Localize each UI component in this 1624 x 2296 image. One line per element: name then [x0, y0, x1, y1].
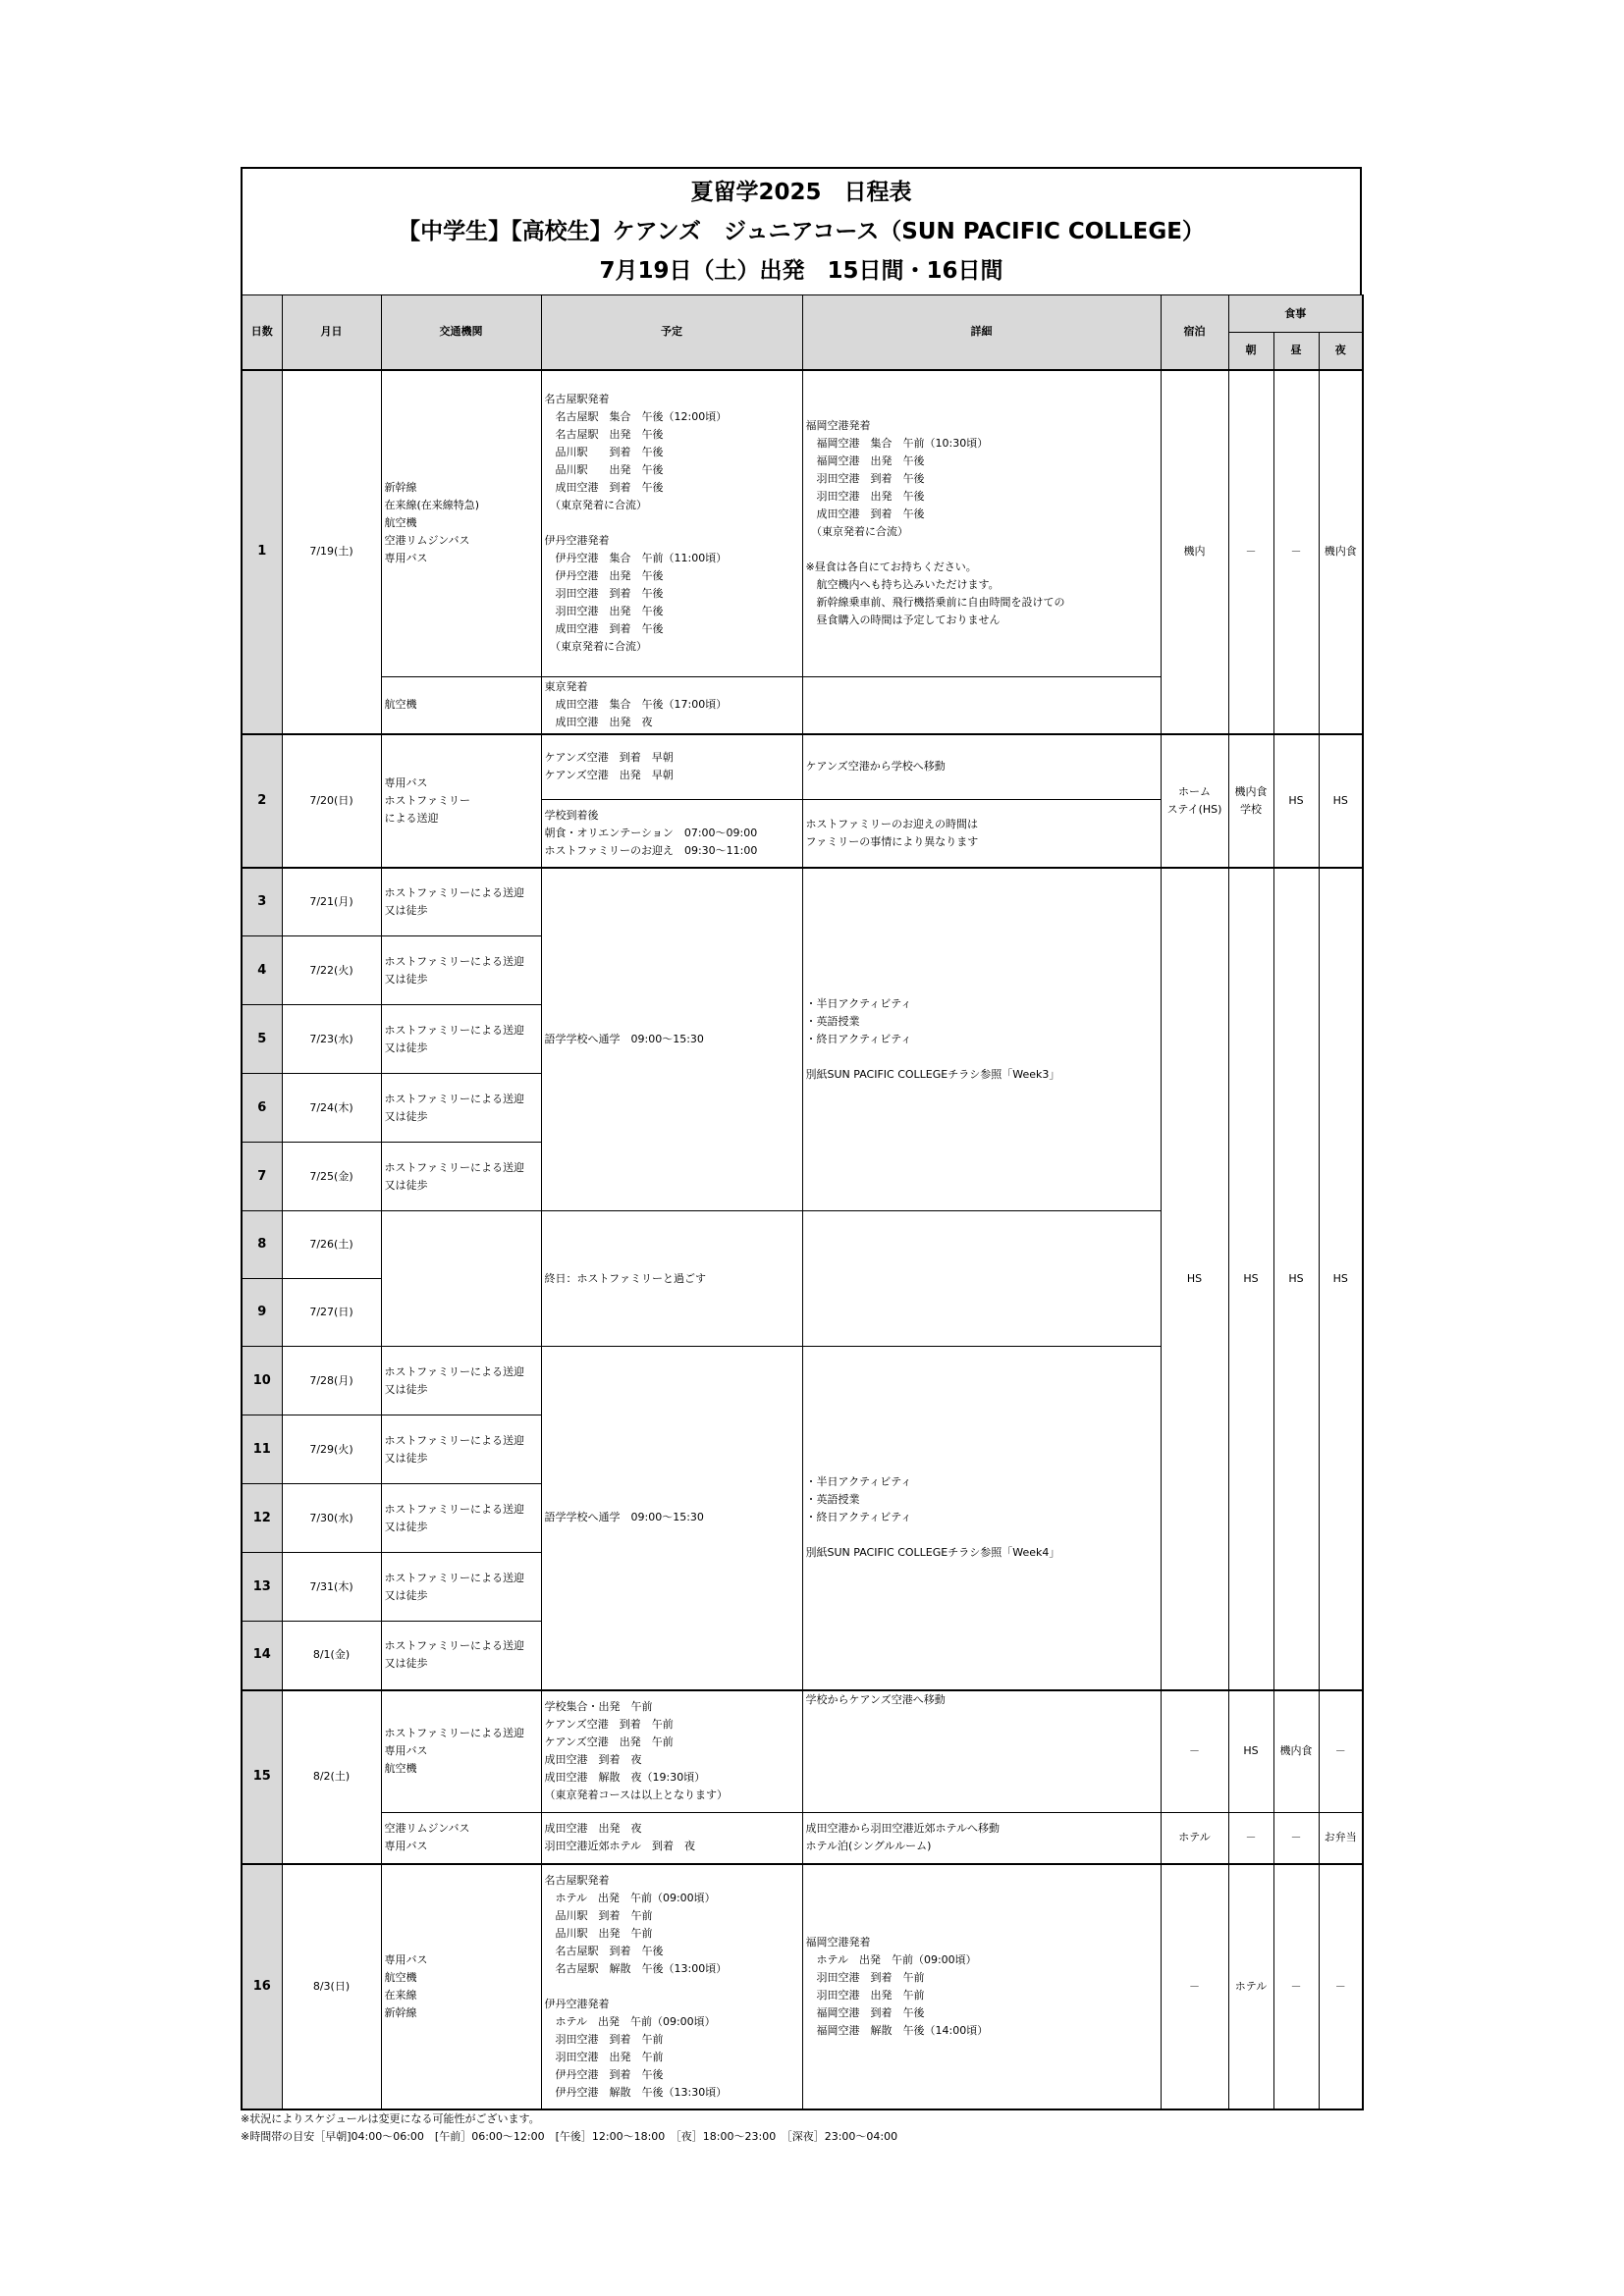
detail-cell: 福岡空港発着 ホテル 出発 午前（09:00頃） 羽田空港 到着 午前 羽田空港 出発 午前 福岡空港 到着 午後 福岡空港 解散 午後（14:00頃）	[802, 1864, 1161, 2109]
breakfast-cell: HS	[1228, 868, 1273, 1690]
plan-cell: 語学学校へ通学 09:00～15:30	[541, 1347, 802, 1690]
day-date: 7/21(月)	[282, 868, 381, 936]
dinner-cell: 機内食	[1319, 370, 1363, 734]
breakfast-cell: HS	[1228, 1690, 1273, 1813]
plan-cell: 名古屋駅発着 ホテル 出発 午前（09:00頃） 品川駅 到着 午前 品川駅 出発 午前 名古屋駅 到着 午後 名古屋駅 解散 午後（13:00頃） 伊丹空港発着 ホテル 出発 午前（09:00頃） 羽田空港 到着 午前 羽田空港 出発 午前 伊丹空港 到着 午後 伊丹空港 解散 午後（13:30頃）	[541, 1864, 802, 2109]
plan-cell: 終日：ホストファミリーと過ごす	[541, 1211, 802, 1347]
detail-cell: 福岡空港発着 福岡空港 集合 午前（10:30頃） 福岡空港 出発 午後 羽田空港 到着 午後 羽田空港 出発 午後 成田空港 到着 午後 （東京発着に合流） ※昼食は各自にてお持ちください。 航空機内へも持ち込みいただけます。 新幹線乗車前、飛行機搭乗前に自由時間を設けての 昼食購入の時間は予定しておりません	[802, 370, 1161, 677]
day-date: 8/2(土)	[282, 1690, 381, 1864]
transport-cell: 専用バス ホストファミリー による送迎	[381, 734, 541, 868]
header-transport: 交通機関	[381, 295, 541, 370]
day-number: 16	[242, 1864, 282, 2109]
dinner-cell: お弁当	[1319, 1813, 1363, 1864]
day-number: 10	[242, 1347, 282, 1415]
transport-cell	[381, 1211, 541, 1347]
transport-cell: ホストファミリーによる送迎 専用バス 航空機	[381, 1690, 541, 1813]
header-stay: 宿泊	[1161, 295, 1228, 370]
header-detail: 詳細	[802, 295, 1161, 370]
day-number: 8	[242, 1211, 282, 1279]
transport-cell: ホストファミリーによる送迎 又は徒歩	[381, 1143, 541, 1211]
stay-cell: －	[1161, 1690, 1228, 1813]
day-date: 8/3(日)	[282, 1864, 381, 2109]
day-date: 7/23(水)	[282, 1005, 381, 1074]
title-course: 【中学生】【高校生】ケアンズ ジュニアコース（SUN PACIFIC COLLEGE）	[398, 219, 1205, 244]
plan-cell: 学校到着後 朝食・オリエンテーション 07:00～09:00 ホストファミリーのお迎え 09:30～11:00	[541, 800, 802, 868]
stay-cell: －	[1161, 1864, 1228, 2109]
lunch-cell: －	[1273, 1813, 1319, 1864]
day-number: 11	[242, 1415, 282, 1484]
title-departure: 7月19日（土）出発 15日間・16日間	[599, 258, 1003, 284]
header-date: 月日	[282, 295, 381, 370]
title-box	[241, 167, 1362, 294]
day-date: 7/22(火)	[282, 936, 381, 1005]
day-number: 2	[242, 734, 282, 868]
dinner-cell: HS	[1319, 868, 1363, 1690]
transport-cell: ホストファミリーによる送迎 又は徒歩	[381, 868, 541, 936]
transport-cell: ホストファミリーによる送迎 又は徒歩	[381, 1074, 541, 1143]
detail-cell	[802, 677, 1161, 734]
day-date: 7/27(日)	[282, 1279, 381, 1347]
detail-cell	[802, 1211, 1161, 1347]
day-date: 7/25(金)	[282, 1143, 381, 1211]
dinner-cell: －	[1319, 1864, 1363, 2109]
lunch-cell: HS	[1273, 734, 1319, 868]
detail-cell: ケアンズ空港から学校へ移動	[802, 734, 1161, 800]
day-number: 4	[242, 936, 282, 1005]
table-row	[242, 1690, 1363, 1813]
day-date: 7/28(月)	[282, 1347, 381, 1415]
transport-cell: ホストファミリーによる送迎 又は徒歩	[381, 1622, 541, 1690]
header-dinner: 夜	[1319, 333, 1363, 370]
table-row	[242, 1864, 1363, 2109]
transport-cell: ホストファミリーによる送迎 又は徒歩	[381, 1005, 541, 1074]
lunch-cell: HS	[1273, 868, 1319, 1690]
day-number: 7	[242, 1143, 282, 1211]
day-number: 5	[242, 1005, 282, 1074]
transport-cell: 専用バス 航空機 在来線 新幹線	[381, 1864, 541, 2109]
dinner-cell: －	[1319, 1690, 1363, 1813]
schedule-sheet	[241, 167, 1362, 2146]
detail-cell: 学校からケアンズ空港へ移動	[802, 1690, 1161, 1813]
breakfast-cell: －	[1228, 370, 1273, 734]
day-number: 13	[242, 1553, 282, 1622]
day-number: 3	[242, 868, 282, 936]
day-number: 6	[242, 1074, 282, 1143]
header-plan: 予定	[541, 295, 802, 370]
transport-cell: 空港リムジンバス 専用バス	[381, 1813, 541, 1864]
footnotes	[241, 2110, 1362, 2146]
transport-cell: ホストファミリーによる送迎 又は徒歩	[381, 1484, 541, 1553]
day-date: 7/30(水)	[282, 1484, 381, 1553]
day-date: 7/24(木)	[282, 1074, 381, 1143]
lunch-cell: －	[1273, 370, 1319, 734]
lunch-cell: －	[1273, 1864, 1319, 2109]
stay-cell: HS	[1161, 868, 1228, 1690]
day-number: 15	[242, 1690, 282, 1864]
header-meals: 食事	[1228, 295, 1363, 333]
day-number: 12	[242, 1484, 282, 1553]
lunch-cell: 機内食	[1273, 1690, 1319, 1813]
day-number: 1	[242, 370, 282, 734]
day-date: 8/1(金)	[282, 1622, 381, 1690]
day-date: 7/26(土)	[282, 1211, 381, 1279]
plan-cell: 東京発着 成田空港 集合 午後（17:00頃） 成田空港 出発 夜	[541, 677, 802, 734]
detail-cell: ・半日アクティビティ ・英語授業 ・終日アクティビティ 別紙SUN PACIFIC COLLEGEチラシ参照「Week3」	[802, 868, 1161, 1211]
transport-cell: ホストファミリーによる送迎 又は徒歩	[381, 936, 541, 1005]
day-date: 7/29(火)	[282, 1415, 381, 1484]
breakfast-cell: 機内食 学校	[1228, 734, 1273, 868]
plan-cell: 学校集合・出発 午前 ケアンズ空港 到着 午前 ケアンズ空港 出発 午前 成田空港 到着 夜 成田空港 解散 夜（19:30頃） （東京発着コースは以上となります）	[541, 1690, 802, 1813]
detail-cell: ホストファミリーのお迎えの時間は ファミリーの事情により異なります	[802, 800, 1161, 868]
title-main: 夏留学2025 日程表	[690, 180, 912, 205]
stay-cell: ホーム ステイ(HS)	[1161, 734, 1228, 868]
breakfast-cell: ホテル	[1228, 1864, 1273, 2109]
day-number: 9	[242, 1279, 282, 1347]
header-lunch: 昼	[1273, 333, 1319, 370]
detail-cell: 成田空港から羽田空港近郊ホテルへ移動 ホテル泊(シングルルーム)	[802, 1813, 1161, 1864]
header-day: 日数	[242, 295, 282, 370]
table-row	[242, 868, 1363, 936]
stay-cell: 機内	[1161, 370, 1228, 734]
footnote-schedule-change: ※状況によりスケジュールは変更になる可能性がございます。	[241, 2111, 540, 2125]
day-number: 14	[242, 1622, 282, 1690]
day-date: 7/31(木)	[282, 1553, 381, 1622]
footnote-time-ranges: ※時間帯の目安［早朝]04:00～06:00 [午前］06:00～12:00 [午後］12:00～18:00 ［夜］18:00～23:00 ［深夜］23:00～04:00	[241, 2129, 898, 2143]
day-date: 7/19(土)	[282, 370, 381, 734]
plan-cell: 語学学校へ通学 09:00～15:30	[541, 868, 802, 1211]
transport-cell: ホストファミリーによる送迎 又は徒歩	[381, 1415, 541, 1484]
header-breakfast: 朝	[1228, 333, 1273, 370]
table-row	[242, 370, 1363, 677]
plan-cell: 名古屋駅発着 名古屋駅 集合 午後（12:00頃） 名古屋駅 出発 午後 品川駅 到着 午後 品川駅 出発 午後 成田空港 到着 午後 （東京発着に合流） 伊丹空港発着 伊丹空港 集合 午前（11:00頃） 伊丹空港 出発 午後 羽田空港 到着 午後 羽田空港 出発 午後 成田空港 到着 午後 （東京発着に合流）	[541, 370, 802, 677]
schedule-table	[241, 294, 1364, 2110]
table-row	[242, 734, 1363, 800]
table-row	[242, 1813, 1363, 1864]
transport-cell: 新幹線 在来線(在来線特急) 航空機 空港リムジンバス 専用バス	[381, 370, 541, 677]
dinner-cell: HS	[1319, 734, 1363, 868]
stay-cell: ホテル	[1161, 1813, 1228, 1864]
breakfast-cell: －	[1228, 1813, 1273, 1864]
transport-cell: 航空機	[381, 677, 541, 734]
plan-cell: 成田空港 出発 夜 羽田空港近郊ホテル 到着 夜	[541, 1813, 802, 1864]
transport-cell: ホストファミリーによる送迎 又は徒歩	[381, 1347, 541, 1415]
transport-cell: ホストファミリーによる送迎 又は徒歩	[381, 1553, 541, 1622]
plan-cell: ケアンズ空港 到着 早朝 ケアンズ空港 出発 早朝	[541, 734, 802, 800]
day-date: 7/20(日)	[282, 734, 381, 868]
detail-cell: ・半日アクティビティ ・英語授業 ・終日アクティビティ 別紙SUN PACIFIC COLLEGEチラシ参照「Week4」	[802, 1347, 1161, 1690]
